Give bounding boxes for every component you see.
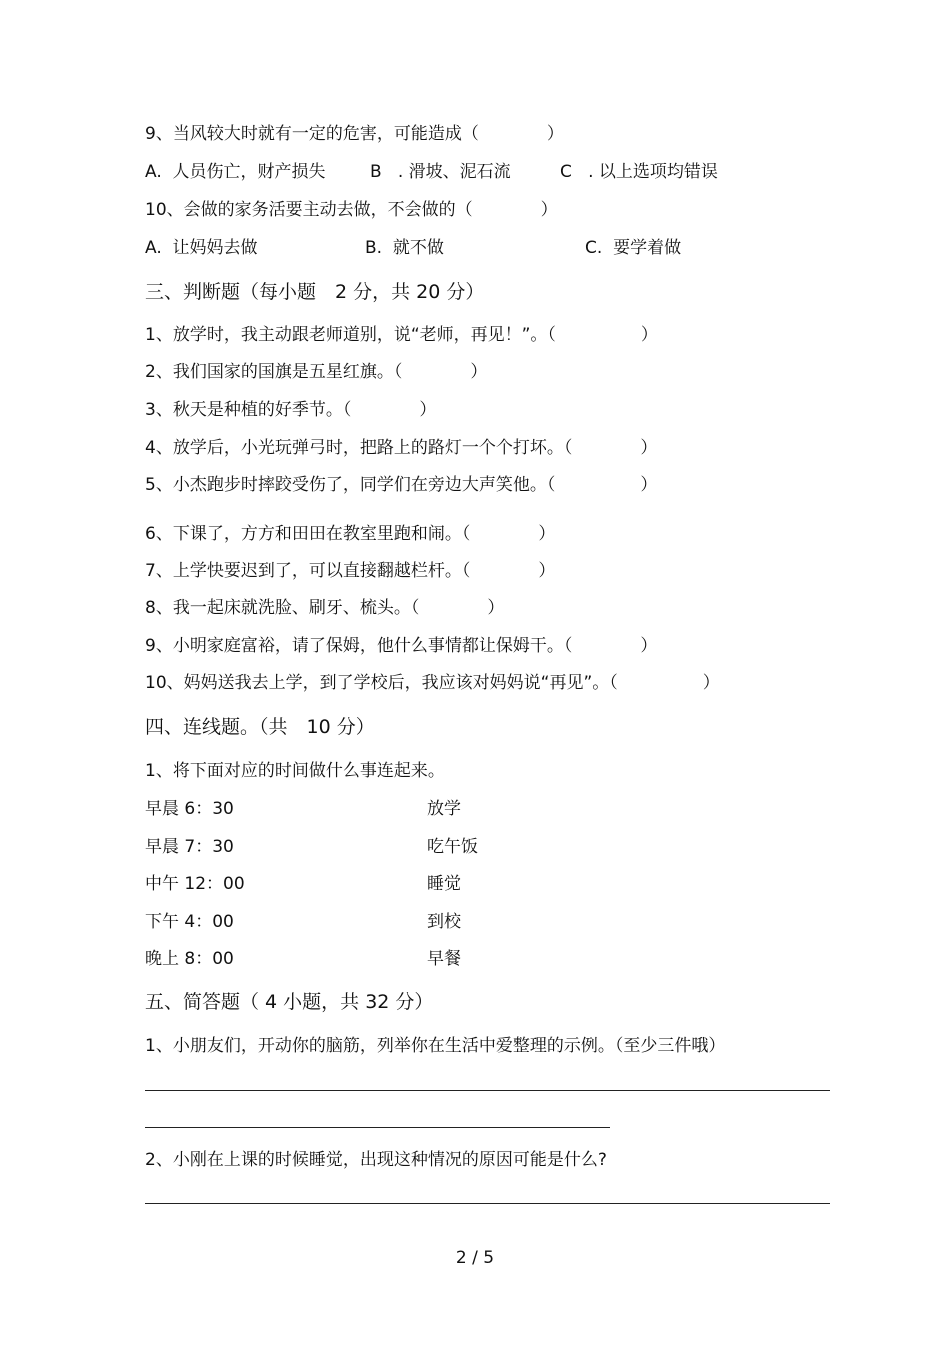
page-number: 2 / 5 [455, 1248, 495, 1268]
judgement-item: 10、妈妈送我去上学，到了学校后，我应该对妈妈说“再见”。（ ） [145, 673, 720, 693]
judgement-item: 9、小明家庭富裕，请了保姆，他什么事情都让保姆干。（ ） [145, 636, 658, 656]
short-answer-question-2: 2、小刚在上课的时候睡觉，出现这种情况的原因可能是什么? [145, 1150, 607, 1170]
section-3-title: 三、判断题（每小题 2 分，共 20 分） [145, 281, 485, 303]
q10-option-c: C. 要学着做 [585, 238, 682, 258]
judgement-item: 2、我们国家的国旗是五星红旗。（ ） [145, 362, 488, 382]
answer-line[interactable] [145, 1090, 830, 1091]
judgement-item: 6、下课了，方方和田田在教室里跑和闹。（ ） [145, 524, 556, 544]
judgement-item: 5、小杰跑步时摔跤受伤了，同学们在旁边大声笑他。（ ） [145, 475, 658, 495]
time-label: 早晨 6：30 [145, 799, 234, 819]
judgement-item: 1、放学时，我主动跟老师道别，说“老师，再见！”。（ ） [145, 325, 658, 345]
activity-label: 吃午饭 [427, 837, 478, 857]
answer-line[interactable] [145, 1127, 610, 1128]
judgement-item: 8、我一起床就洗脸、刷牙、梳头。（ ） [145, 598, 505, 618]
matching-instruction: 1、将下面对应的时间做什么事连起来。 [145, 761, 445, 781]
time-label: 下午 4：00 [145, 912, 234, 932]
activity-label: 睡觉 [427, 874, 461, 894]
judgement-item: 4、放学后，小光玩弹弓时，把路上的路灯一个个打坏。（ ） [145, 438, 658, 458]
q9-option-a: A. 人员伤亡，财产损失 [145, 162, 326, 182]
judgement-item: 7、上学快要迟到了，可以直接翻越栏杆。（ ） [145, 561, 556, 581]
q10-option-b: B. 就不做 [365, 238, 444, 258]
time-label: 早晨 7：30 [145, 837, 234, 857]
judgement-item: 3、秋天是种植的好季节。（ ） [145, 400, 437, 420]
short-answer-question-1: 1、小朋友们，开动你的脑筋，列举你在生活中爱整理的示例。（至少三件哦） [145, 1036, 726, 1056]
time-label: 晚上 8：00 [145, 949, 234, 969]
section-5-title: 五、简答题（ 4 小题，共 32 分） [145, 991, 434, 1013]
activity-label: 早餐 [427, 949, 461, 969]
time-label: 中午 12：00 [145, 874, 245, 894]
q9-option-b: B . 滑坡、泥石流 [370, 162, 511, 182]
activity-label: 放学 [427, 799, 461, 819]
answer-line[interactable] [145, 1203, 830, 1204]
section-4-title: 四、连线题。（共 10 分） [145, 716, 375, 738]
q9-option-c: C . 以上选项均错误 [560, 162, 718, 182]
question-10-stem: 10、会做的家务活要主动去做，不会做的（ ） [145, 200, 558, 220]
question-9-stem: 9、当风较大时就有一定的危害，可能造成（ ） [145, 124, 564, 144]
activity-label: 到校 [427, 912, 461, 932]
q10-option-a: A. 让妈妈去做 [145, 238, 258, 258]
